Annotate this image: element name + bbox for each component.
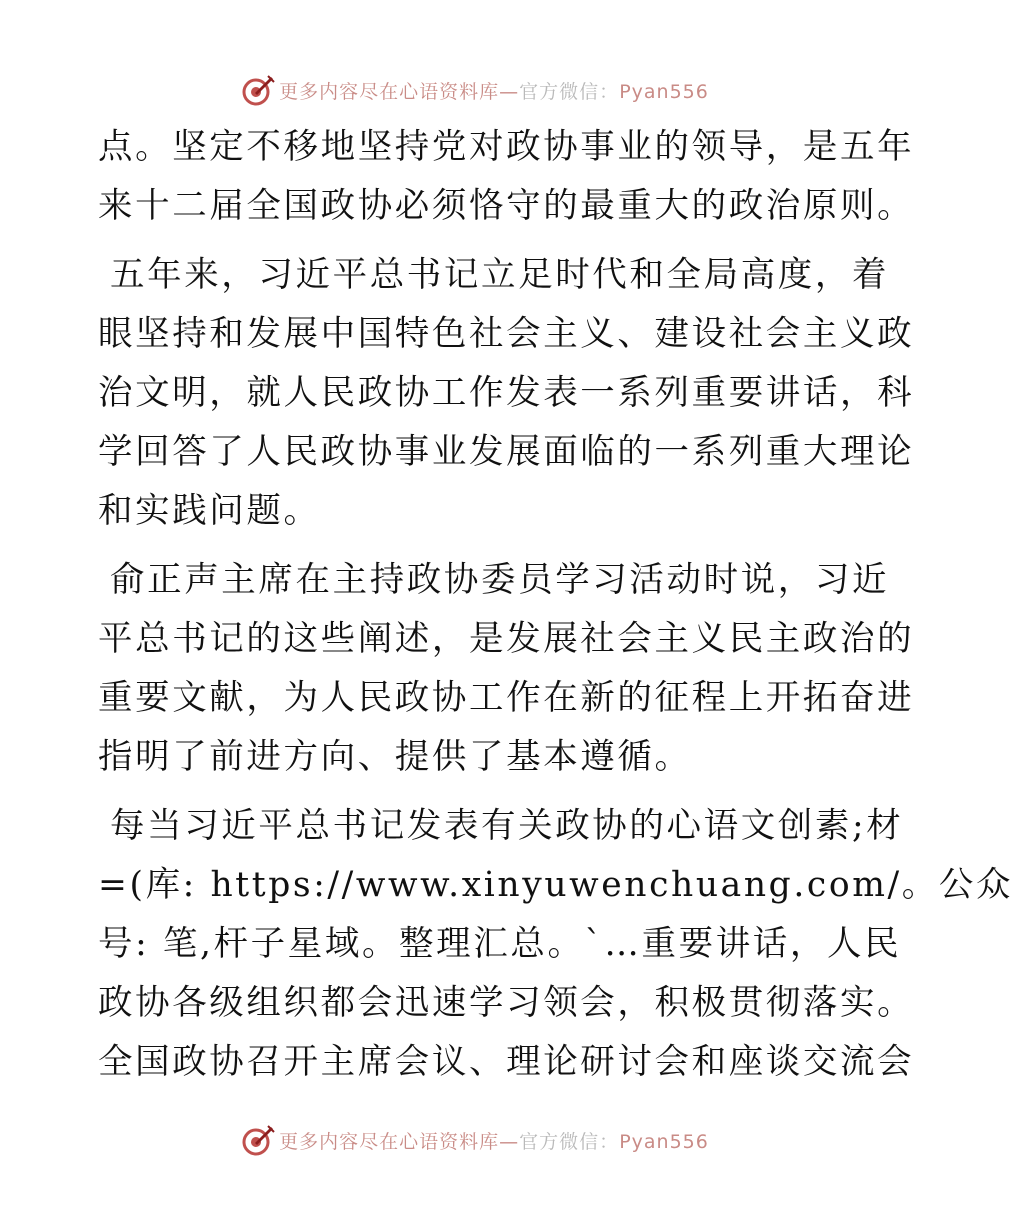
banner-dash: — bbox=[499, 80, 520, 103]
text-line: 点。坚定不移地坚持党对政协事业的领导，是五年 bbox=[98, 127, 915, 167]
banner-text bbox=[279, 1127, 709, 1154]
text-line: 平总书记的这些阐述，是发展社会主义民主政治的 bbox=[98, 619, 915, 659]
text-line: 来十二届全国政协必须恪守的最重大的政治原则。 bbox=[98, 186, 915, 226]
banner-wechat-label: 官方微信： bbox=[519, 80, 620, 103]
text-line: 和实践问题。 bbox=[98, 491, 321, 531]
paragraph-4 bbox=[98, 797, 1013, 1092]
banner-wechat-label: 官方微信： bbox=[519, 1130, 620, 1153]
text-line: 重要文献，为人民政协工作在新的征程上开拓奋进 bbox=[98, 678, 915, 718]
banner-wechat-id: Pyan556 bbox=[619, 1130, 709, 1153]
text-line: 号: 笔,杆子星域。整理汇总。`…重要讲话，人民 bbox=[98, 924, 902, 964]
text-line: 学回答了人民政协事业发展面临的一系列重大理论 bbox=[98, 432, 915, 472]
footer-banner bbox=[0, 1120, 950, 1160]
text-line: 眼坚持和发展中国特色社会主义、建设社会主义政 bbox=[98, 314, 915, 354]
text-line: 指明了前进方向、提供了基本遵循。 bbox=[98, 737, 692, 777]
pen-logo-icon bbox=[241, 73, 275, 107]
paragraph-2 bbox=[98, 246, 915, 541]
document-body bbox=[98, 118, 1013, 1092]
banner-site-text: 更多内容尽在心语资料库 bbox=[279, 80, 500, 103]
paragraph-1 bbox=[98, 118, 915, 236]
header-banner bbox=[0, 70, 950, 110]
banner-wechat-id: Pyan556 bbox=[619, 80, 709, 103]
text-line: 全国政协召开主席会议、理论研讨会和座谈交流会 bbox=[98, 1042, 915, 1082]
banner-site-text: 更多内容尽在心语资料库 bbox=[279, 1130, 500, 1153]
banner-dash: — bbox=[499, 1130, 520, 1153]
text-line: 治文明，就人民政协工作发表一系列重要讲话，科 bbox=[98, 373, 915, 413]
text-line: 俞正声主席在主持政协委员学习活动时说，习近 bbox=[110, 560, 890, 600]
text-line: 政协各级组织都会迅速学习领会，积极贯彻落实。 bbox=[98, 983, 915, 1023]
banner-text bbox=[279, 77, 709, 104]
text-line: 五年来，习近平总书记立足时代和全局高度，着 bbox=[110, 255, 890, 295]
text-line: 每当习近平总书记发表有关政协的心语文创素;材 bbox=[110, 806, 904, 846]
pen-logo-icon bbox=[241, 1123, 275, 1157]
paragraph-3 bbox=[98, 551, 915, 787]
text-line: =(库: https://www.xinyuwenchuang.com/。公众 bbox=[98, 865, 1013, 905]
